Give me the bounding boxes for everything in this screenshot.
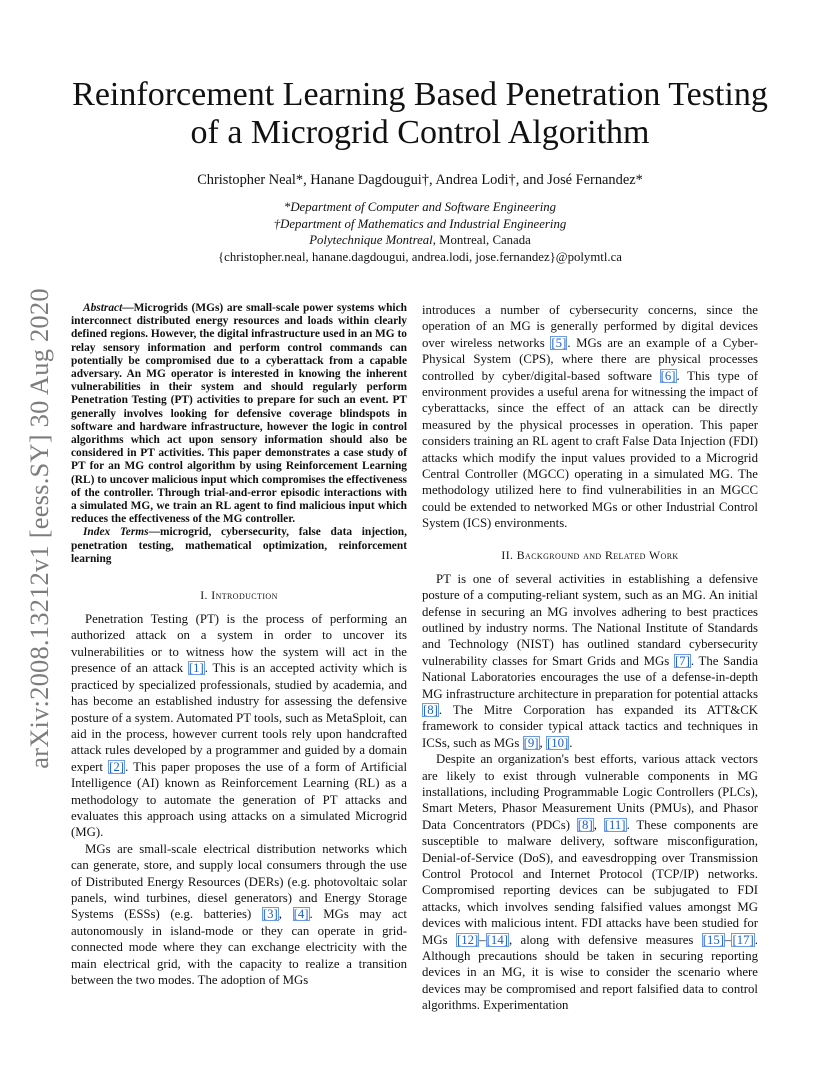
affiliation-2: †Department of Mathematics and Industrial Engineering <box>273 216 567 231</box>
section-number: I. <box>200 588 212 603</box>
text-run: , <box>278 907 293 922</box>
text-run: . This type of environment provides a useful arena for witnessing the impact of cyberattacks, since the effect of an attack can be directly measured by the physical processes in operation. This paper considers training an RL agent to craft False Data Injection (FDI) attacks which modify the input values provided to a Microgrid Central Controller (MGCC) operating in a simulated MG. The methodology utilized here to find vulnerabilities in an MGCC could be extended to networked MGs or other Industrial Control System (ICS) environments. <box>422 368 758 531</box>
index-terms-body: —microgrid, cybersecurity, false data injection, penetration testing, mathematical optimization, reinforcement learning <box>71 526 407 565</box>
institution-name: Polytechnique Montreal <box>309 233 433 247</box>
background-paragraph-1 <box>422 571 758 751</box>
text-run: Despite an organization's best efforts, various attack vectors are likely to exist through vulnerable components in MG installations, including Programmable Logic Controllers (PLCs), Smart Meters, Phasor Measurement Units (PMUs), and Phasor Data Concentrators (PDCs) <box>422 752 758 832</box>
citation-link[interactable]: [11] <box>604 817 626 832</box>
text-run: . The Mitre Corporation has expanded its ATT&CK framework to consider typical attack tactics and techniques in ICSs, such as MGs <box>422 702 758 750</box>
affiliation-1: *Department of Computer and Software Engineering <box>283 200 557 214</box>
left-column <box>71 302 407 988</box>
citation-link[interactable]: [2] <box>109 759 125 774</box>
text-run: , <box>539 735 546 750</box>
text-run: Penetration Testing (PT) is the process of performing an authorized attack on a system in order to uncover its vulnerabilities or to witness how the system will act in the presence of an attack <box>71 612 407 676</box>
text-run: . MGs may act autonomously in island-mode or they can operate in grid-connected mode where they can exchange electricity with the main electrical grid, with the capacity to realize a transition between the two modes. The adoption of MGs <box>71 907 407 987</box>
paper-title <box>70 76 770 152</box>
citation-link[interactable]: [17] <box>732 932 754 947</box>
affiliations <box>70 199 770 265</box>
institution-location: , Montreal, Canada <box>432 233 531 247</box>
title-line-2: of a Microgrid Control Algorithm <box>190 114 650 151</box>
section-title: Background and Related Work <box>516 547 679 562</box>
citation-link[interactable]: [3] <box>262 907 278 922</box>
affiliation-3 <box>70 232 770 249</box>
section-heading-background <box>422 548 758 563</box>
index-terms <box>71 526 407 566</box>
text-run: . MGs are an example of a Cyber-Physical System (CPS), where there are physical processes controlled by cyber/digital-based software <box>422 335 759 383</box>
citation-link[interactable]: [10] <box>546 735 569 750</box>
text-run: , along with defensive measures <box>509 932 702 947</box>
text-run: . This paper proposes the use of a form of Artificial Intelligence (AI) known as Reinforcement Learning (RL) as a methodology to automate the generation of PT attacks and evaluates this approach using attacks on a simulated Microgrid (MG). <box>71 759 407 840</box>
text-run: . The Sandia National Laboratories encourages the use of a defense-in-depth MG infrastructure architecture in preparation for potential attacks <box>422 653 759 701</box>
citation-link[interactable]: [1] <box>188 661 204 676</box>
text-run: PT is one of several activities in establishing a defensive posture of a computing-reliant system, such as an MG. An initial defense in securing an MG involves adhering to best practices outlined by industry norms. The National Institute of Standards and Technology (NIST) has outlined standard cybersecurity vulnerability classes for Smart Grids and MGs <box>422 571 758 668</box>
citation-link[interactable]: [6] <box>660 368 676 383</box>
text-run: . This is an accepted activity which is practiced by specialized professionals, studied by academia, and has become an established industry for assessing the defensive posture of a system. Automated PT tools, such as MetaSploit, can aid in the process, however current tools rely upon handcrafted attack rules developed by a programmer and guided by a domain expert <box>71 661 408 774</box>
citation-link[interactable]: [15] <box>702 932 725 947</box>
right-column <box>422 302 758 1014</box>
section-number: II. <box>501 547 517 562</box>
abstract-label: Abstract <box>83 302 123 314</box>
intro-paragraph-2-continued <box>422 302 758 532</box>
citation-link[interactable]: [14] <box>486 932 508 947</box>
text-run: – <box>725 932 732 947</box>
text-run: introduces a number of cybersecurity concerns, since the operation of an MG is generally performed by digital devices over wireless networks <box>422 303 758 350</box>
text-run: MGs are small-scale electrical distribution networks which can generate, store, and supply local consumers through the use of Distributed Energy Resources (DERs) (e.g. photovoltaic solar panels, wind turbines, diesel generators) and Energy Storage Systems (ESSs) (e.g. batteries) <box>71 841 407 922</box>
section-title: Introduction <box>211 588 278 603</box>
index-terms-label: Index Terms <box>83 526 149 539</box>
text-run: . <box>569 735 573 750</box>
text-run: , <box>593 817 604 832</box>
text-run: – <box>479 932 486 947</box>
citation-link[interactable]: [5] <box>551 335 567 350</box>
arxiv-identifier: arXiv:2008.13212v1 [eess.SY] 30 Aug 2020 <box>23 287 54 769</box>
intro-paragraph-1 <box>71 611 407 841</box>
text-run: . These components are susceptible to malware delivery, software misconfiguration, Denial-of-Service (DoS), and eavesdropping over Transmission Control Protocol and Internet Protocol (TCP/IP) networks. Compromised reporting devices can be subjugated to FDI attacks, which involves sending falsified values amongst MG devices with malicious intent. FDI attacks have been studied for MGs <box>422 817 758 947</box>
abstract-body: —Microgrids (MGs) are small-scale power systems which interconnect distributed energy resources and loads within clearly defined regions. However, the digital infrastructure used in an MG to relay sensory information and perform control commands can potentially be compromised due to a cyberattack from a capable adversary. An MG operator is interested in knowing the inherent vulnerabilities in their system and should regularly perform Penetration Testing (PT) activities to prepare for such an event. PT generally involves looking for defensive coverage blindspots in software and hardware infrastructure, however the logic in control algorithms which act upon sensory information should also be considered in PT activities. This paper demonstrates a case study of PT for an MG control algorithm by using Reinforcement Learning (RL) to uncover malicious input which compromises the effectiveness of the controller. Through trial-and-error episodic interactions with a simulated MG, we train an RL agent to find malicious input which reduces the effectiveness of the MG controller. <box>71 302 407 526</box>
title-line-1: Reinforcement Learning Based Penetration Testing <box>72 76 768 113</box>
arxiv-sidebar <box>19 282 59 774</box>
intro-paragraph-2 <box>71 841 407 989</box>
citation-link[interactable]: [7] <box>674 653 690 668</box>
citation-link[interactable]: [8] <box>423 702 438 717</box>
citation-link[interactable]: [9] <box>523 735 539 750</box>
abstract <box>71 302 407 566</box>
section-heading-introduction <box>71 588 407 603</box>
text-run: . Although precautions should be taken in securing reporting devices in an MG, it is wise to consider the scenario where devices may be compromised and report falsified data to control algorithms. Experimentation <box>422 932 758 1013</box>
citation-link[interactable]: [8] <box>577 817 593 832</box>
citation-link[interactable]: [4] <box>293 907 309 922</box>
citation-link[interactable]: [12] <box>456 932 479 947</box>
background-paragraph-2 <box>422 751 758 1014</box>
author-emails: {christopher.neal, hanane.dagdougui, andrea.lodi, jose.fernandez}@polymtl.ca <box>218 249 622 264</box>
abstract-text <box>71 302 407 526</box>
author-list: Christopher Neal*, Hanane Dagdougui†, Andrea Lodi†, and José Fernandez* <box>197 172 643 188</box>
